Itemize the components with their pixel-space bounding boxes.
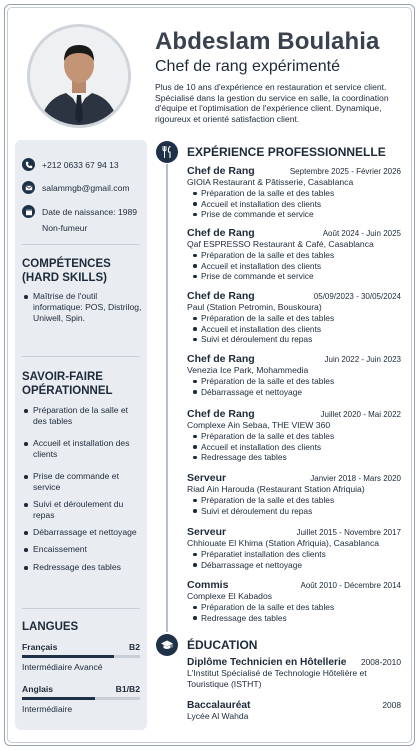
cutlery-icon [156, 141, 178, 163]
email-icon [22, 181, 35, 194]
language-level: B1/B2 [115, 684, 140, 694]
email-text: salammgb@gmail.com [42, 182, 130, 193]
education-degree: Baccalauréat [187, 700, 251, 711]
language-name: Français [22, 642, 58, 652]
education-date: 2008-2010 [360, 657, 401, 667]
list-item: Préparation de la salle et des tables [187, 313, 401, 324]
non-smoker-text: Non-fumeur [42, 223, 88, 233]
language-desc: Intermédiaire Avancé [22, 662, 103, 672]
phone-text: +212 0633 67 94 13 [42, 159, 119, 170]
job-company: Riad Ain Harouda (Restaurant Station Afriquia) [187, 484, 365, 494]
savoir-title-line2: OPÉRATIONNEL [22, 385, 113, 397]
list-item: Accueil et installation des clients [22, 438, 144, 460]
contact-phone [22, 158, 119, 171]
savoir-list [22, 405, 144, 573]
language-desc: Intermédiaire [22, 704, 73, 714]
job-date: 05/09/2023 - 30/05/2024 [313, 292, 401, 301]
experience-header [156, 141, 386, 163]
profile-photo [27, 24, 131, 128]
list-item: Accueil et installation des clients [187, 261, 401, 272]
contact-birth [22, 205, 137, 218]
job-company: Paul (Station Petromin, Bouskoura) [187, 302, 322, 312]
savoir-title-line1: SAVOIR-FAIRE [22, 371, 103, 383]
job-date: Juillet 2020 - Mai 2022 [320, 410, 401, 419]
list-item: Préparation de la salle et des tables [187, 495, 401, 506]
job-entry [187, 353, 401, 397]
job-title: Chef de Rang [187, 227, 255, 239]
timeline-line [166, 164, 168, 632]
list-item: Suivi et déroulement du repas [22, 499, 144, 521]
language-english [22, 684, 140, 714]
education-date: 2008 [382, 700, 401, 710]
job-company: Qaf ESPRESSO Restaurant & Café, Casablanca [187, 239, 374, 249]
job-date: Juillet 2015 - Novembre 2017 [296, 528, 401, 537]
list-item: Maîtrise de l'outil informatique: POS, Distrilog, Uniwell, Spin. [22, 291, 144, 324]
list-item: Préparation de la salle et des tables [187, 250, 401, 261]
list-item: Encaissement [22, 544, 144, 555]
job-entry [187, 472, 401, 516]
skills-list [22, 291, 144, 324]
list-item: Redressage des tables [187, 613, 401, 624]
list-item: Préparation de la salle et des tables [22, 405, 144, 427]
list-item: Préparation de la salle et des tables [187, 376, 401, 387]
list-item: Débarrassage et nettoyage [187, 560, 401, 571]
skills-title [22, 257, 111, 285]
education-degree: Diplôme Technicien en Hôtellerie [187, 657, 347, 668]
list-item: Accueil et installation des clients [187, 442, 401, 453]
sidebar-divider [22, 608, 140, 609]
job-company: Complexe El Kabados [187, 591, 273, 601]
education-entry [187, 657, 401, 690]
job-title: Chef de Rang [187, 290, 255, 302]
education-school: L'Institut Spécialisé de Technologie Hôtelière et Touristique (ISTHT) [187, 668, 367, 689]
job-company: GIOIA Restaurant & Pâtisserie, Casablanca [187, 177, 354, 187]
calendar-icon [22, 205, 35, 218]
job-date: Août 2024 - Juin 2025 [322, 229, 401, 238]
languages-title: LANGUES [22, 621, 79, 633]
job-company: Complexe Ain Sebaa, THE VIEW 360 [187, 420, 331, 430]
education-school: Lycée Al Wahda [187, 711, 249, 721]
sidebar-divider [22, 356, 140, 357]
list-item: Suivi et déroulement du repas [187, 506, 401, 517]
list-item: Préparation de la salle et des tables [187, 602, 401, 613]
birth-text: Date de naissance: 1989 [42, 206, 138, 217]
phone-icon [22, 158, 35, 171]
education-header [156, 634, 257, 656]
candidate-name: Abdeslam Boulahia [155, 28, 380, 55]
list-item: Prise de commande et service [187, 271, 401, 282]
job-entry [187, 290, 401, 345]
list-item: Prise de commande et service [22, 471, 144, 493]
list-item: Suivi et déroulement du repas [187, 334, 401, 345]
savoir-title [22, 370, 113, 398]
job-date: Janvier 2018 - Mars 2020 [310, 474, 401, 483]
skills-title-line1: COMPÉTENCES [22, 258, 111, 270]
language-name: Anglais [22, 684, 54, 694]
experience-title: EXPÉRIENCE PROFESSIONNELLE [187, 145, 386, 159]
job-entry [187, 526, 401, 570]
job-date: Août 2010 - Décembre 2014 [300, 581, 401, 590]
job-title: Serveur [187, 526, 227, 538]
language-level-fill [22, 655, 114, 658]
list-item: Prise de commande et service [187, 209, 401, 220]
job-title: Chef de Rang [187, 353, 255, 365]
job-entry [187, 227, 401, 282]
list-item: Préparatiet installation des clients [187, 549, 401, 560]
list-item: Débarrassage et nettoyage [22, 527, 144, 538]
list-item: Préparation de la salle et des tables [187, 188, 401, 199]
job-entry [187, 165, 401, 220]
list-item: Débarrassage et nettoyage [187, 387, 401, 398]
job-title: Chef de Rang [187, 165, 255, 177]
language-level-fill [22, 697, 95, 700]
job-title: Chef de Rang [187, 408, 255, 420]
education-title: ÉDUCATION [187, 638, 258, 652]
job-title: Commis [187, 579, 229, 591]
list-item: Redressage des tables [187, 452, 401, 463]
job-date: Septembre 2025 - Février 2026 [289, 167, 401, 176]
list-item: Préparation de la salle et des tables [187, 431, 401, 442]
job-entry [187, 408, 401, 463]
candidate-role: Chef de rang expérimenté [155, 58, 340, 75]
job-date: Juin 2022 - Juin 2023 [324, 355, 401, 364]
job-company: Chhiouate El Khima (Station Afriquia), Casablanca [187, 538, 380, 548]
list-item: Accueil et installation des clients [187, 199, 401, 210]
language-level-bar [22, 697, 140, 700]
job-entry [187, 579, 401, 623]
language-level: B2 [129, 642, 140, 652]
graduation-cap-icon [156, 634, 178, 656]
language-level-bar [22, 655, 140, 658]
list-item: Accueil et installation des clients [187, 324, 401, 335]
skills-title-line2: (HARD SKILLS) [22, 272, 107, 284]
sidebar-divider [22, 244, 140, 245]
contact-email [22, 181, 130, 194]
job-company: Venezia Ice Park, Mohammedia [187, 365, 309, 375]
language-french [22, 642, 140, 672]
list-item: Redressage des tables [22, 562, 144, 573]
education-entry [187, 700, 401, 722]
profile-summary: Plus de 10 ans d'expérience en restauration et service client. Spécialisé dans la gestion du service en salle, la coordination d'équipe et l'optimisation de l'expérience client. Dynamique, rigoureux et orienté satisfaction client. [155, 82, 389, 124]
job-title: Serveur [187, 472, 227, 484]
